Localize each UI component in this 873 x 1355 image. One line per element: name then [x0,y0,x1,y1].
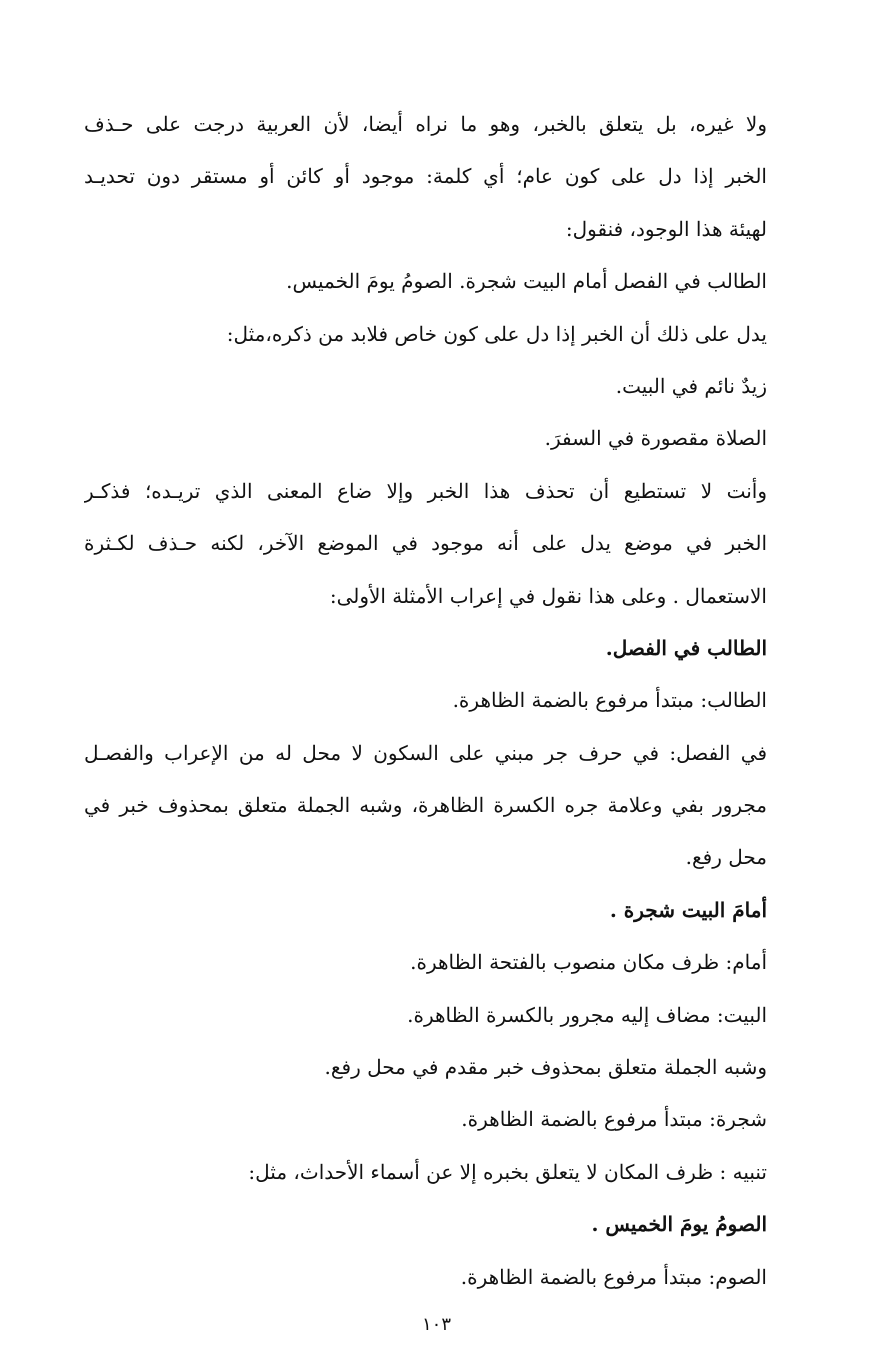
text-line-19: وشبه الجملة متعلق بمحذوف خبر مقدم في محل رفع. [324,1055,767,1080]
text-line-2: الخبر إذا دل على كون عام؛ أي كلمة: موجود أو كائن أو مستقر دون تحديـد [84,164,767,189]
page-number: ١٠٣ [421,1314,451,1335]
text-line-9: الخبر في موضع يدل على أنه موجود في الموضع الآخر، لكنه حـذف لكـثرة [84,531,767,556]
text-line-23: الصوم: مبتدأ مرفوع بالضمة الظاهرة. [460,1264,767,1289]
text-line-15: محل رفع. [685,845,767,870]
text-line-20: شجرة: مبتدأ مرفوع بالضمة الظاهرة. [461,1107,767,1132]
note-line: تنبيه : ظرف المكان لا يتعلق بخبره إلا عن أسماء الأحداث، مثل: [248,1159,767,1184]
example-heading-1: الطالب في الفصل. [605,635,767,660]
page-body-text [84,98,767,1303]
text-line-17: أمام: ظرف مكان منصوب بالفتحة الظاهرة. [410,950,767,975]
text-line-1: ولا غيره، بل يتعلق بالخبر، وهو ما نراه أيضا، لأن العربية درجت على حـذف [84,112,767,136]
text-line-14: مجرور بفي وعلامة جره الكسرة الظاهرة، وشبه الجملة متعلق بمحذوف خبر في [84,793,767,818]
text-line-13: في الفصل: في حرف جر مبني على السكون لا محل له من الإعراب والفصـل [84,740,767,765]
text-line-8: وأنت لا تستطيع أن تحذف هذا الخبر وإلا ضاع المعنى الذي تريـده؛ فذكـر [84,478,767,503]
text-line-18: البيت: مضاف إليه مجرور بالكسرة الظاهرة. [407,1002,767,1027]
text-line-10: الاستعمال . وعلى هذا نقول في إعراب الأمثلة الأولى: [329,583,767,608]
text-line-6: زيدٌ نائم في البيت. [615,373,767,398]
text-line-12: الطالب: مبتدأ مرفوع بالضمة الظاهرة. [452,688,767,713]
text-line-5: يدل على ذلك أن الخبر إذا دل على كون خاص فلابد من ذكره،مثل: [226,321,767,346]
example-heading-2: أمامَ البيت شجرة . [609,897,767,922]
text-line-7: الصلاة مقصورة في السفرَ. [544,426,767,451]
text-line-3: لهيئة هذا الوجود، فنقول: [565,216,767,241]
text-line-4: الطالب في الفصل أمام البيت شجرة. الصومُ يومَ الخميس. [286,269,767,294]
example-heading-3: الصومُ يومَ الخميس . [591,1212,767,1237]
